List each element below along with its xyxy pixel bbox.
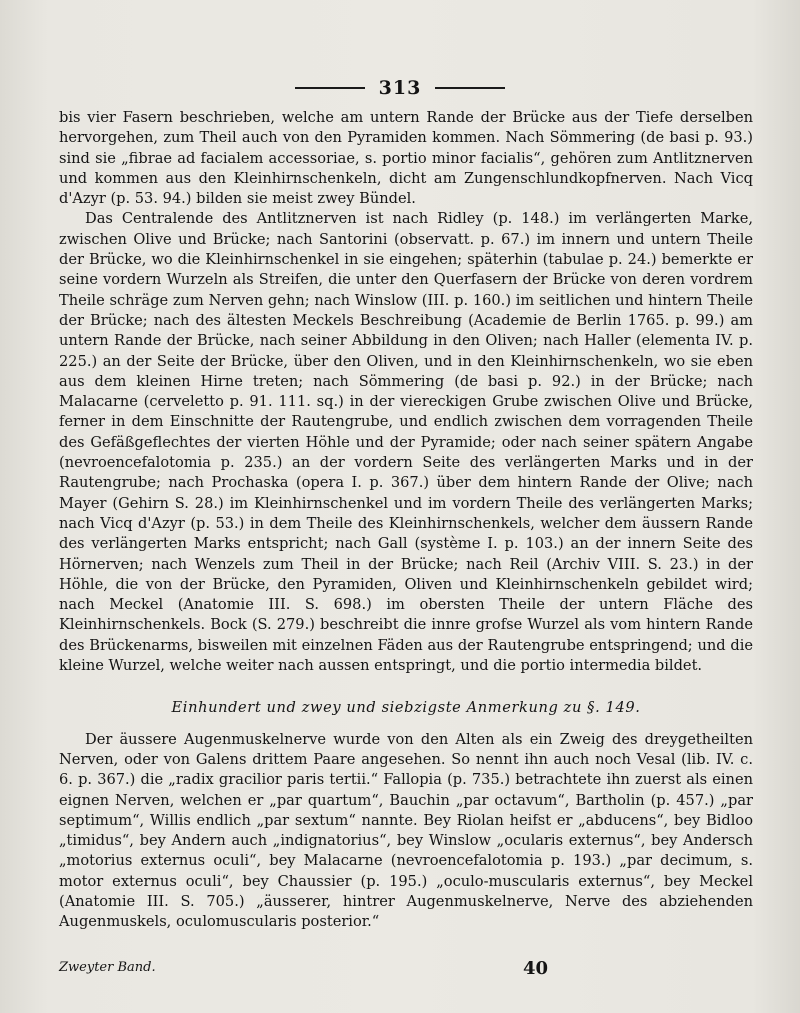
page-body — [59, 108, 753, 933]
volume-signature: Zweyter Band. — [59, 960, 156, 975]
section-heading: Einhundert und zwey und siebzigste Anmerkung zu §. 149. — [171, 699, 641, 717]
sheet-number: 40 — [523, 958, 549, 979]
page-number: 313 — [378, 77, 422, 99]
page-header — [0, 76, 800, 100]
header-rule-left — [295, 87, 365, 89]
header-rule-right — [435, 87, 505, 89]
page-footer — [59, 958, 753, 980]
paragraph-abducens-nerve: Der äussere Augenmuskelnerve wurde von den Alten als ein Zweig des dreygetheilten Nerven, oder von Galens drittem Paare angesehen. So nennt ihn auch noch Vesal (lib. IV. c. 6. p. 367.) die „radix gracilior paris tertii.“ Fallopia (p. 735.) betrachtete ihn zuerst als einen eignen Nerven, welchen er „par quartum“, Bauchin „par octavum“, Bartholin (p. 457.) „par septimum“, Willis endlich „par sextum“ nannte. Bey Riolan heifst er „abducens“, bey Bidloo „timidus“, bey Andern auch „indignatorius“, bey Winslow „ocularis externus“, bey Andersch „motorius externus oculi“, bey Malacarne (nevroencefalotomia p. 193.) „par decimum, s. motor externus oculi“, bey Chaussier (p. 195.) „oculo-muscularis externus“, bey Meckel (Anatomie III. S. 705.) „äusserer, hintrer Augenmuskelnerve, Nerve des abziehenden Augenmuskels, oculomuscularis posterior.“ — [59, 730, 753, 931]
paragraph-continued: bis vier Fasern beschrieben, welche am untern Rande der Brücke aus der Tiefe derselben hervorgehen, zum Theil auch von den Pyramiden kommen. Nach Sömmering (de basi p. 93.) sind sie „fibrae ad facialem accessoriae, s. portio minor facialis“, gehören zum Antlitznerven und kommen aus den Kleinhirnschenkeln, dicht am Zungenschlundkopfnerven. Nach Vicq d'Azyr (p. 53. 94.) bilden sie meist zwey Bündel. — [59, 109, 753, 208]
paragraph-facial-nerve-origin: Das Centralende des Antlitznerven ist nach Ridley (p. 148.) im verlängerten Marke, zwischen Olive und Brücke; nach Santorini (observatt. p. 67.) im innern und untern Theile der Brücke, wo die Kleinhirnschenkel in sie eingehen; späterhin (tabulae p. 24.) bemerkte er seine vordern Wurzeln als Streifen, die unter den Querfasern der Brücke von deren vordrem Theile schräge zum Nerven gehn; nach Winslow (III. p. 160.) im seitlichen und hintern Theile der Brücke; nach des ältesten Meckels Beschreibung (Academie de Berlin 1765. p. 99.) am untern Rande der Brücke, nach seiner Abbildung in den Oliven; nach Haller (elementa IV. p. 225.) an der Seite der Brücke, über den Oliven, und in den Kleinhirnschenkeln, wo sie eben aus dem kleinen Hirne treten; nach Sömmering (de basi p. 92.) in der Brücke; nach Malacarne (cerveletto p. 91. 111. sq.) in der viereckigen Grube zwischen Olive und Brücke, ferner in dem Einschnitte der Rautengrube, und endlich zwischen dem vorragenden Theile des Gefäßgeflechtes der vierten Höhle und der Pyramide; oder nach seiner spätern Angabe (nevroencefalotomia p. 235.) an der vordern Seite des verlängerten Marks und in der Rautengrube; nach Prochaska (opera I. p. 367.) über dem hintern Rande der Olive; nach Mayer (Gehirn S. 28.) im Kleinhirnschenkel und im vordern Theile des verlängerten Marks; nach Vicq d'Azyr (p. 53.) in dem Theile des Kleinhirnschenkels, welcher dem äussern Rande des verlängerten Marks entspricht; nach Gall (système I. p. 103.) an der innern Seite des Hörnerven; nach Wenzels zum Theil in der Brücke; nach Reil (Archiv VIII. S. 23.) in der Höhle, die von der Brücke, den Pyramiden, Oliven und Kleinhirnschenkeln gebildet wird; nach Meckel (Anatomie III. S. 698.) im obersten Theile der untern Fläche des Kleinhirnschenkels. Bock (S. 279.) beschreibt die innre grofse Wurzel als vom hintern Rande des Brückenarms, bisweilen mit einzelnen Fäden aus der Rautengrube entspringend; und die kleine Wurzel, welche weiter nach aussen entspringt, und die portio intermedia bildet. — [59, 210, 753, 675]
